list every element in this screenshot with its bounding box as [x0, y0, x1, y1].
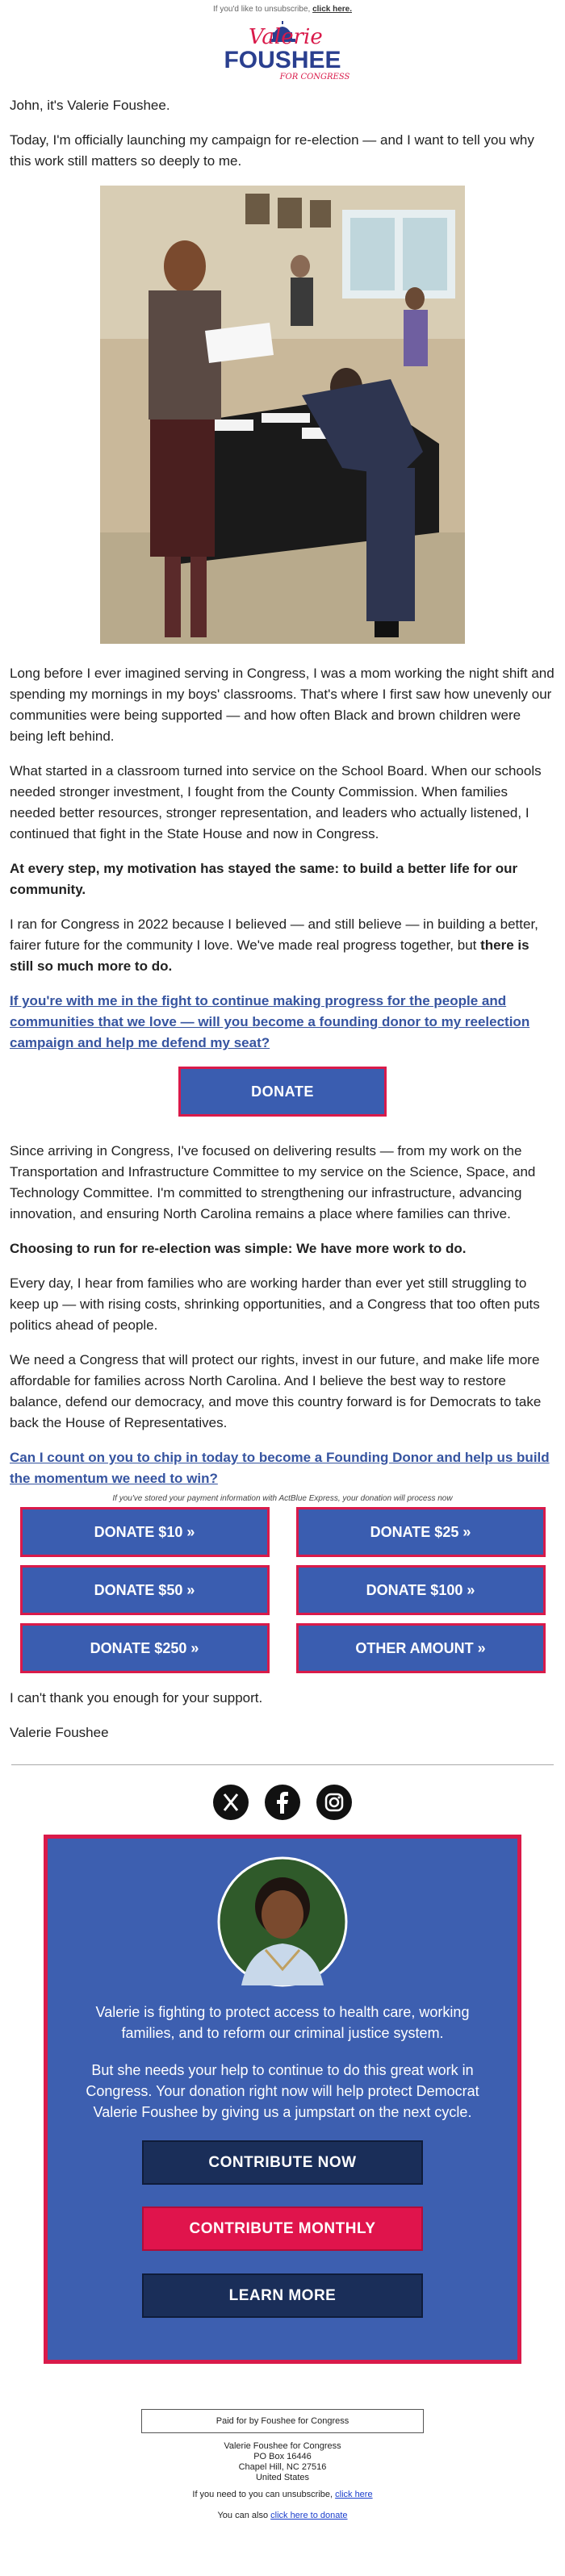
footer-donate [0, 2511, 565, 2520]
reelection-paragraph: Choosing to run for re-election was simple: We have more work to do. [10, 1241, 467, 1256]
background-paragraph: Long before I ever imagined serving in Congress, I was a mom working the night shift and spending my mornings in my boys' classrooms. That's where I first saw how unevenly our communities were being supported — and how often Black and brown children were being left behind. [10, 666, 555, 744]
greeting: John, it's Valerie Foushee. [10, 98, 170, 113]
donate-100-button[interactable]: DONATE $100 » [296, 1565, 546, 1615]
service-paragraph: What started in a classroom turned into service on the School Board. When our schools needed stronger investment, I fought from the County Commission. When families needed better resources, stronger representation, and leaders who actually listened, I continued that fight in the State House and now in Congress. [10, 763, 542, 841]
x-icon[interactable] [213, 1785, 249, 1820]
instagram-icon[interactable] [316, 1785, 352, 1820]
logo-tagline: FOR CONGRESS [279, 73, 350, 81]
campaign-event-photo [100, 186, 465, 644]
footer-unsubscribe-link[interactable]: click here [335, 2490, 373, 2499]
donate-250-button[interactable]: DONATE $250 » [20, 1623, 270, 1673]
donation-amount-grid [20, 1507, 546, 1673]
committees-paragraph: Since arriving in Congress, I've focused on delivering results — from my work on the Transportation and Infrastructure Committee to my service on the Science, Space, and Technology Committee. I'm committed to strengthening our infrastructure, advancing innovation, and ensuring North Carolina remains a place where families can thrive. [10, 1143, 536, 1221]
promo-box [44, 1835, 521, 2364]
promo-text-1: Valerie is fighting to protect access to health care, working families, and to reform our criminal justice system. [95, 2004, 470, 2041]
unsubscribe-prefix: If you'd like to unsubscribe, [212, 5, 311, 14]
families-paragraph: Every day, I hear from families who are working harder than ever yet still struggling to keep up — with rising costs, shrinking opportunities, and a Congress that too often puts politics ahead of people. [10, 1275, 540, 1333]
donate-50-button[interactable]: DONATE $50 » [20, 1565, 270, 1615]
logo-first-name: Valerie [249, 25, 323, 49]
congress-paragraph: We need a Congress that will protect our rights, invest in our future, and make life more affordable for families across North Carolina. And I believe the best way to restore balance, defend our democracy, and move this country forward is for Democrats to take back the House of Representatives. [10, 1352, 542, 1430]
unsubscribe-link[interactable]: click here. [312, 5, 352, 14]
contribute-now-button[interactable]: CONTRIBUTE NOW [142, 2140, 423, 2185]
logo-last-name: FOUSHEE [224, 47, 341, 73]
footer-unsubscribe [0, 2490, 565, 2499]
founding-donor-link[interactable]: If you're with me in the fight to continue making progress for the people and communities that we love — will you become a founding donor to my reelection campaign and help me defend my seat? [10, 993, 530, 1050]
motivation-paragraph: At every step, my motivation has stayed the same: to build a better life for our community. [10, 861, 518, 897]
donate-other-amount-button[interactable]: OTHER AMOUNT » [296, 1623, 546, 1673]
progress-emphasis: there is still so much more to do. [10, 937, 529, 974]
thanks-line: I can't thank you enough for your support. [10, 1690, 263, 1706]
footer-unsubscribe-prefix: If you need to you can unsubscribe, [192, 2490, 336, 2499]
actblue-note: If you've stored your payment information with ActBlue Express, your donation will process now [112, 1494, 453, 1503]
learn-more-button[interactable]: LEARN MORE [142, 2273, 423, 2318]
address-line-1: Valerie Foushee for Congress [224, 2441, 341, 2451]
paid-for-disclaimer: Paid for by Foushee for Congress [141, 2409, 424, 2433]
promo-text-2: But she needs your help to continue to do this great work in Congress. Your donation right now will help protect Democrat Valerie Foushee by giving us a jumpstart on the next cycle. [86, 2062, 479, 2120]
address-line-3: Chapel Hill, NC 27516 [238, 2462, 327, 2472]
contribute-monthly-button[interactable]: CONTRIBUTE MONTHLY [142, 2207, 423, 2251]
progress-text: I ran for Congress in 2022 because I believed — and still believe — in building a better, fairer future for the community I love. We've made real progress together, but [10, 916, 538, 953]
footer-donate-prefix: You can also [217, 2511, 271, 2520]
footer-donate-link[interactable]: click here to donate [270, 2511, 348, 2520]
address-line-2: PO Box 16446 [253, 2452, 312, 2461]
intro-paragraph: Today, I'm officially launching my campaign for re-election — and I want to tell you why this work still matters so deeply to me. [10, 132, 534, 169]
donate-10-button[interactable]: DONATE $10 » [20, 1507, 270, 1557]
signoff: Valerie Foushee [10, 1725, 109, 1740]
donate-25-button[interactable]: DONATE $25 » [296, 1507, 546, 1557]
progress-paragraph [10, 914, 555, 977]
candidate-portrait [217, 1856, 348, 1987]
divider [11, 1764, 554, 1765]
unsubscribe-notice [0, 0, 565, 16]
social-links [0, 1785, 565, 1820]
chip-in-link[interactable]: Can I count on you to chip in today to become a Founding Donor and help us build the momentum we need to win? [10, 1450, 550, 1486]
facebook-icon[interactable] [265, 1785, 300, 1820]
address-line-4: United States [255, 2473, 310, 2482]
mailing-address [0, 2441, 565, 2483]
donate-button[interactable]: DONATE [178, 1067, 387, 1117]
campaign-logo [202, 21, 363, 84]
